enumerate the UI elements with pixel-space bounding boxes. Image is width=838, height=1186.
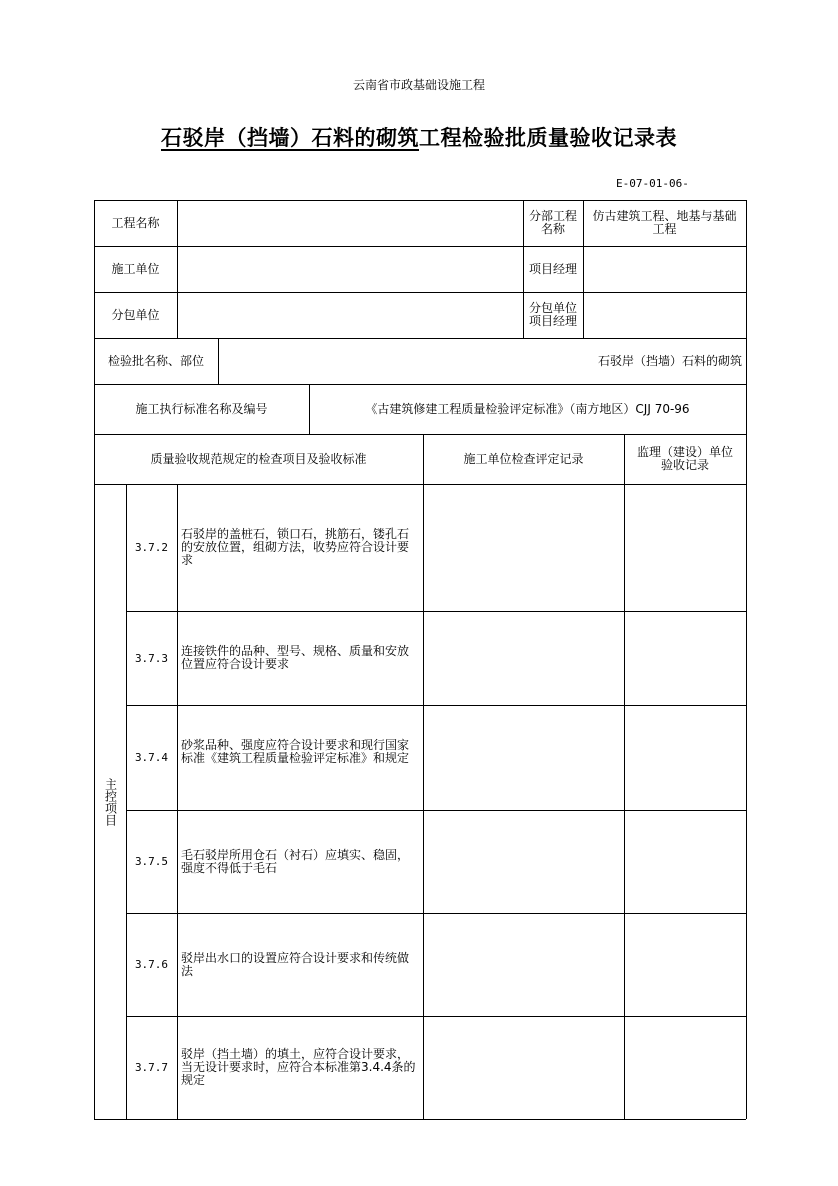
sub-project-value[interactable]: 仿古建筑工程、地基与基础工程 [592,209,737,236]
subcontract-manager-label: 分包单位项目经理 [528,301,577,328]
item-code: 3.7.7 [134,1061,169,1074]
item-text: 石驳岸的盖桩石，锁口石，挑筋石，镂孔石的安放位置，组砌方法，收势应符合设计要求 [181,527,410,567]
batch-label: 检验批名称、部位 [107,353,204,368]
item-text: 驳岸出水口的设置应符合设计要求和传统做法 [181,951,410,978]
project-manager-label: 项目经理 [528,261,577,276]
item-construction-record[interactable] [423,913,624,1016]
item-construction-record[interactable] [423,611,624,705]
construction-unit-label: 施工单位 [111,261,160,276]
section-label-cell [94,484,126,1119]
item-code: 3.7.2 [134,541,169,554]
batch-value[interactable]: 石驳岸（挡墙）石料的砌筑 [597,353,742,368]
org-header: 云南省市政基础设施工程 [352,78,485,92]
item-supervision-record[interactable] [624,611,746,705]
standard-label: 施工执行标准名称及编号 [135,401,268,416]
page-title [0,122,838,152]
item-code: 3.7.3 [134,651,169,665]
construction-unit-field[interactable] [177,246,523,292]
col-supervision-record-header: 监理（建设）单位验收记录 [636,445,733,472]
col-construction-record-header: 施工单位检查评定记录 [463,451,584,466]
item-construction-record[interactable] [423,810,624,913]
item-code: 3.7.5 [134,855,169,868]
item-text: 连接铁件的品种、型号、规格、质量和安放位置应符合设计要求 [181,644,410,671]
subcontract-unit-label: 分包单位 [111,307,160,322]
item-code: 3.7.6 [134,958,169,971]
item-text: 驳岸（挡土墙）的填土，应符合设计要求，当无设计要求时，应符合本标准第3.4.4条的规定 [181,1047,416,1087]
item-supervision-record[interactable] [624,913,746,1016]
item-code: 3.7.4 [134,751,169,764]
item-supervision-record[interactable] [624,1016,746,1119]
item-text: 砂浆品种、强度应符合设计要求和现行国家标准《建筑工程质量检验评定标准》和规定 [181,738,410,765]
item-text: 毛石驳岸所用仓石（衬石）应填实、稳固，强度不得低于毛石 [181,848,410,875]
item-construction-record[interactable] [423,484,624,611]
item-construction-record[interactable] [423,705,624,810]
project-name-field[interactable] [177,200,523,246]
project-name-label: 工程名称 [111,215,160,230]
item-supervision-record[interactable] [624,705,746,810]
section-label: 主控项目 [103,777,118,826]
title-subject: 石驳岸（挡墙）石料的砌筑 [161,125,419,150]
project-manager-field[interactable] [583,246,746,292]
form-code: E-07-01-06- [616,177,689,190]
sub-project-label: 分部工程名称 [528,209,577,236]
subcontract-unit-field[interactable] [177,292,523,338]
item-supervision-record[interactable] [624,810,746,913]
standard-value[interactable]: 《古建筑修建工程质量检验评定标准》（南方地区）CJJ 70-96 [365,401,690,416]
item-construction-record[interactable] [423,1016,624,1119]
title-rest: 工程检验批质量验收记录表 [419,125,677,150]
subcontract-manager-field[interactable] [583,292,746,338]
item-supervision-record[interactable] [624,484,746,611]
col-spec-header: 质量验收规范规定的检查项目及验收标准 [150,451,367,466]
